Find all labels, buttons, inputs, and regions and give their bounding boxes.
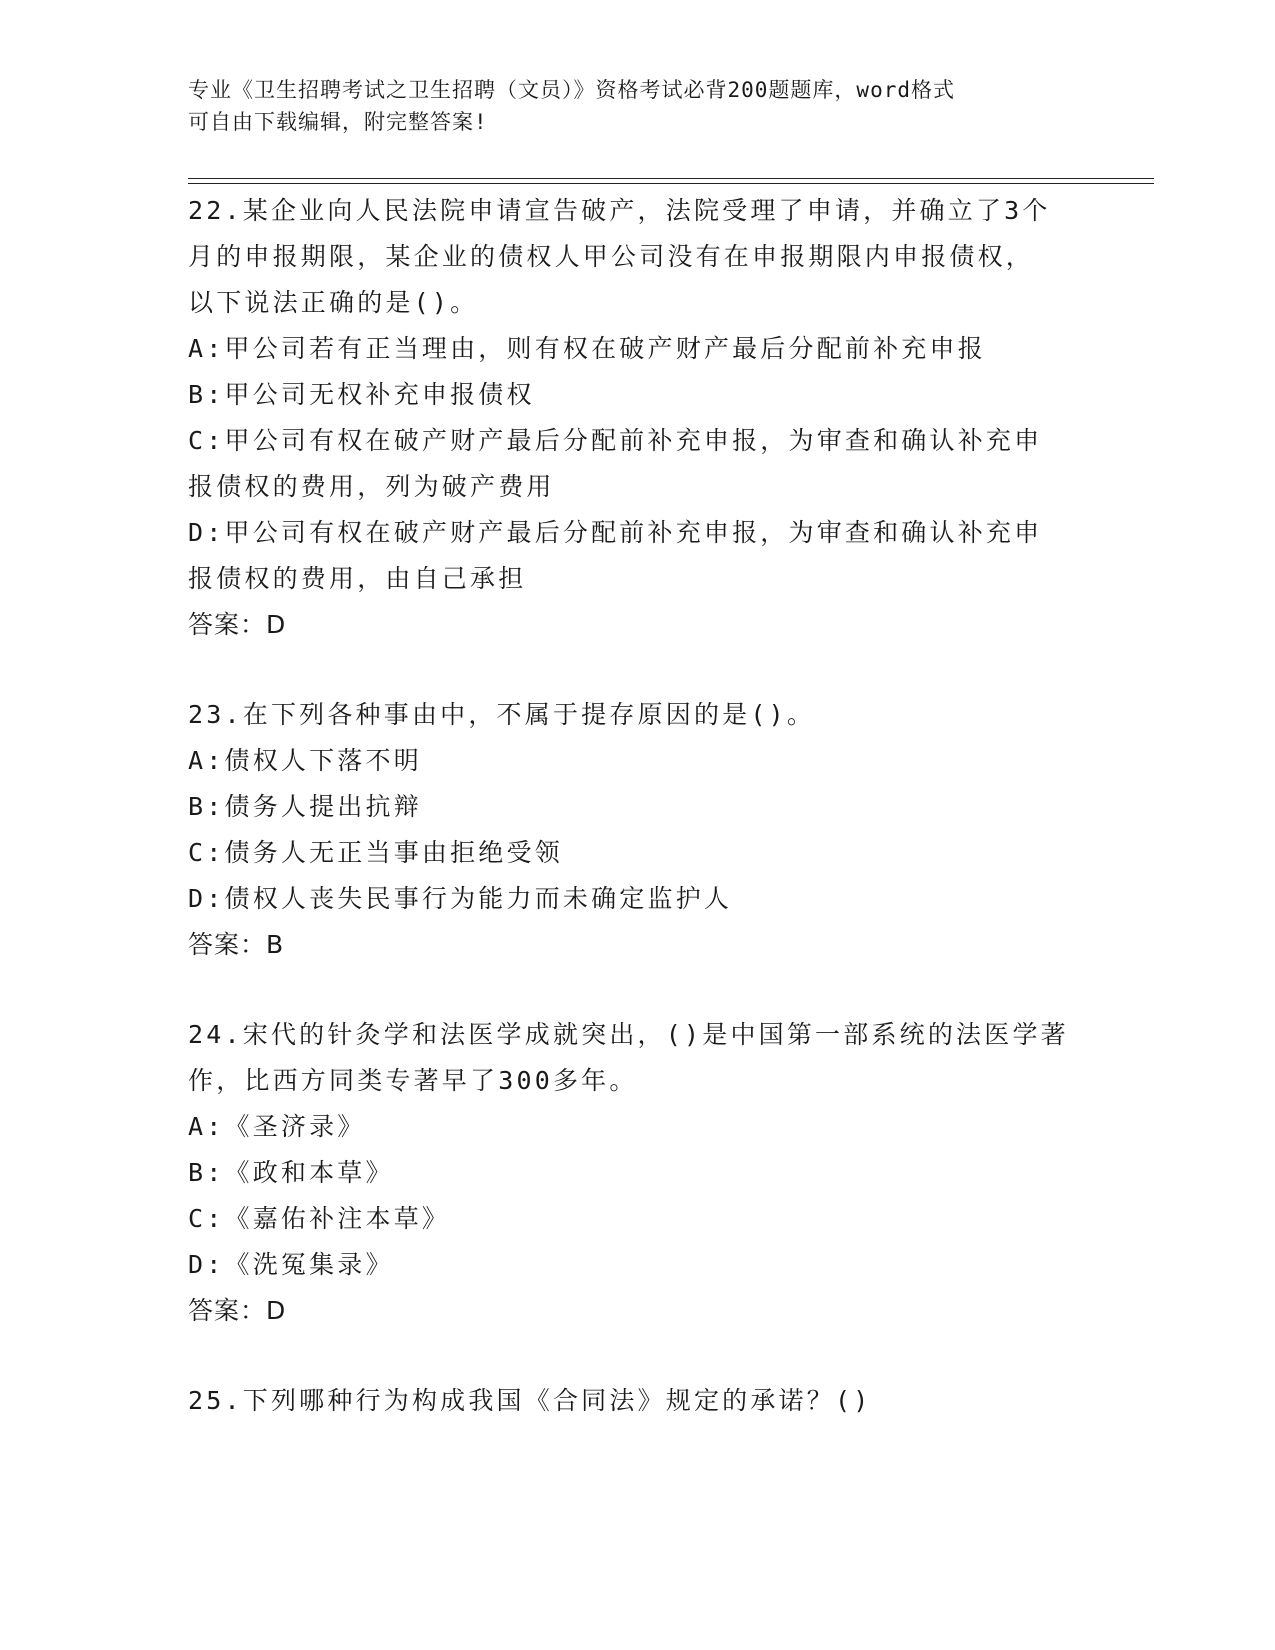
header-line-2: 可自由下载编辑，附完整答案! — [188, 110, 488, 134]
option-d-continued: 报债权的费用，由自己承担 — [188, 564, 527, 593]
option-a: A:债权人下落不明 — [188, 746, 422, 775]
option-c-continued: 报债权的费用，列为破产费用 — [188, 472, 555, 501]
header-line-1: 专业《卫生招聘考试之卫生招聘（文员）》资格考试必背200题题库，word格式 — [188, 78, 955, 102]
answer-line: 答案：B — [188, 930, 285, 959]
header-divider-bottom — [188, 183, 1154, 184]
header-divider-top — [188, 178, 1154, 179]
question-stem-line: 24.宋代的针灸学和法医学成就突出，()是中国第一部系统的法医学著 — [188, 1020, 1069, 1049]
question-stem-line: 以下说法正确的是()。 — [188, 288, 479, 317]
option-d: D:甲公司有权在破产财产最后分配前补充申报，为审查和确认补充申 — [188, 518, 1043, 547]
option-a: A:甲公司若有正当理由，则有权在破产财产最后分配前补充申报 — [188, 334, 986, 363]
question-stem-line: 23.在下列各种事由中，不属于提存原因的是()。 — [188, 700, 816, 729]
answer-line: 答案：D — [188, 610, 287, 639]
option-d: D:债权人丧失民事行为能力而未确定监护人 — [188, 884, 733, 913]
option-c: C:债务人无正当事由拒绝受领 — [188, 838, 563, 867]
question-list — [188, 188, 1088, 1468]
question-stem-line: 22.某企业向人民法院申请宣告破产，法院受理了申请，并确立了3个 — [188, 196, 1051, 225]
question-stem-line: 作，比西方同类专著早了300多年。 — [188, 1066, 638, 1095]
question-25 — [188, 1378, 1088, 1424]
question-stem-line: 月的申报期限，某企业的债权人甲公司没有在申报期限内申报债权， — [188, 242, 1035, 271]
document-header — [188, 74, 1088, 138]
question-22 — [188, 188, 1088, 648]
option-c: C:《嘉佑补注本草》 — [188, 1204, 451, 1233]
question-stem-line: 25.下列哪种行为构成我国《合同法》规定的承诺？() — [188, 1386, 872, 1415]
answer-line: 答案：D — [188, 1296, 287, 1325]
option-b: B:甲公司无权补充申报债权 — [188, 380, 535, 409]
option-d: D:《洗冤集录》 — [188, 1250, 394, 1279]
question-23 — [188, 692, 1088, 968]
option-b: B:债务人提出抗辩 — [188, 792, 422, 821]
option-a: A:《圣济录》 — [188, 1112, 366, 1141]
option-c: C:甲公司有权在破产财产最后分配前补充申报，为审查和确认补充申 — [188, 426, 1043, 455]
option-b: B:《政和本草》 — [188, 1158, 394, 1187]
question-24 — [188, 1012, 1088, 1334]
